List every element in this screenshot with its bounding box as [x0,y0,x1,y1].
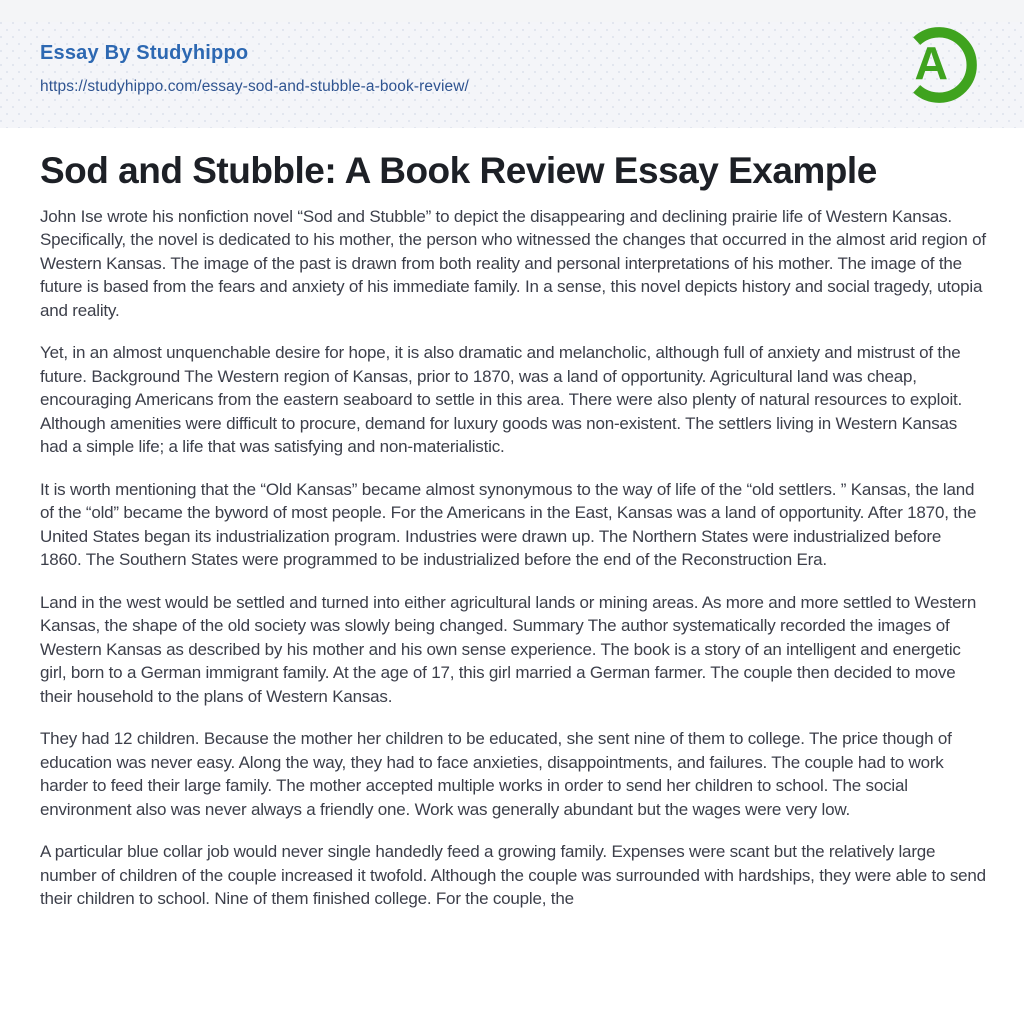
essay-paragraph: They had 12 children. Because the mother her children to be educated, she sent nine of them to college. The price though of education was never easy. Along the way, they had to face anxieties, disappointments, and failures. The couple had to work harder to feed their large family. The mother accepted multiple works in order to send her children to school. The social environment also was never always a friendly one. Work was generally abundant but the wages were very low. [40,729,952,819]
essay-paragraph: Land in the west would be settled and turned into either agricultural lands or mining areas. As more and more settled to Western Kansas, the shape of the old society was slowly being changed. Summary The author systematically recorded the images of Western Kansas as described by his mother and his own sense experience. The book is a story of an intelligent and energetic girl, born to a German immigrant family. At the age of 17, this girl married a German farmer. The couple then decided to move their household to the plans of Western Kansas. [40,592,977,706]
essay-paragraph: A particular blue collar job would never single handedly feed a growing family. Expenses were scant but the relatively large number of children of the couple increased it twofold. Although the couple was surrounded with hardships, they were able to send their children to school. Nine of them finished college. For the couple, the [40,842,986,909]
header-text-block [40,42,469,96]
article [0,128,1024,911]
page-header [0,0,1024,128]
essay-body [40,205,986,911]
byline: Essay By Studyhippo [40,42,249,64]
essay-paragraph: It is worth mentioning that the “Old Kansas” became almost synonymous to the way of life of the “old settlers. ” Kansas, the land of the “old” became the byword of most people. For the Americans in the East, Kansas was a land of opportunity. After 1870, the United States began its industrialization program. Industries were drawn up. The Northern States were industrialized before 1860. The Southern States were programmed to be industrialized before the end of the Reconstruction Era. [40,479,977,570]
essay-paragraph: John Ise wrote his nonfiction novel “Sod and Stubble” to depict the disappearing and declining prairie life of Western Kansas. Specifically, the novel is dedicated to his mother, the person who witnessed the changes that occurred in the almost arid region of Western Kansas. The image of the past is drawn from both reality and personal interpretations of his mother. The image of the future is based from the fears and anxiety of his immediate family. In a sense, this novel depicts history and social tragedy, utopia and reality. [40,206,986,320]
essay-paragraph: Yet, in an almost unquenchable desire for hope, it is also dramatic and melancholic, although full of anxiety and mistrust of the future. Background The Western region of Kansas, prior to 1870, was a land of opportunity. Agricultural land was cheap, encouraging Americans from the eastern seaboard to settle in this area. There were also plenty of natural resources to exploit. Although amenities were difficult to procure, demand for luxury goods was non-existent. The settlers living in Western Kansas had a simple life; a life that was satisfying and non-materialistic. [40,343,963,457]
studyhippo-logo-icon [896,22,982,108]
source-url-link[interactable]: https://studyhippo.com/essay-sod-and-stubble-a-book-review/ [40,78,469,95]
page-title: Sod and Stubble: A Book Review Essay Example [40,150,877,191]
logo-letter: A [914,36,949,89]
studyhippo-logo [896,22,982,108]
